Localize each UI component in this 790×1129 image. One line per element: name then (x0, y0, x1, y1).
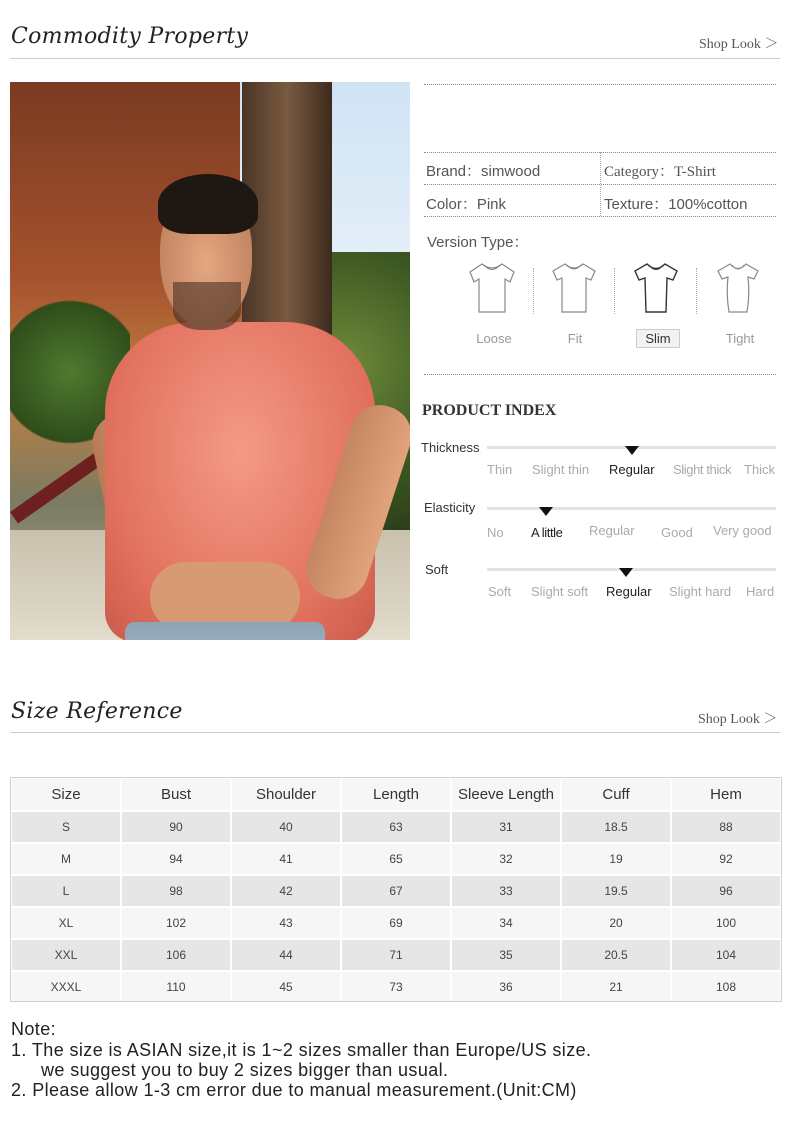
note-line-1b: we suggest you to buy 2 sizes bigger than usual. (41, 1060, 449, 1080)
note-line-1: 1. The size is ASIAN size,it is 1~2 sizes smaller than Europe/US size. (11, 1040, 592, 1060)
version-tight-label: Tight (725, 331, 755, 346)
table-cell: 36 (451, 971, 561, 1003)
table-cell: 31 (451, 811, 561, 843)
table-cell: 108 (671, 971, 781, 1003)
table-cell: 18.5 (561, 811, 671, 843)
table-row (11, 843, 781, 875)
elasticity-marker (539, 507, 553, 516)
table-cell: 65 (341, 843, 451, 875)
size-table (10, 777, 782, 1004)
table-cell: 106 (121, 939, 231, 971)
table-cell: XXXL (11, 971, 121, 1003)
table-cell: XXL (11, 939, 121, 971)
shop-look-link-size[interactable]: Shop Look ＞ (698, 712, 778, 727)
table-cell: 20.5 (561, 939, 671, 971)
header-cell: Shoulder (231, 778, 341, 811)
table-cell: 20 (561, 907, 671, 939)
table-cell: 110 (121, 971, 231, 1003)
thickness-level: Slight thick (673, 462, 732, 477)
table-cell: 63 (341, 811, 451, 843)
table-cell: 42 (231, 875, 341, 907)
product-index-title: PRODUCT INDEX (422, 402, 557, 419)
table-cell: 71 (341, 939, 451, 971)
version-slim-label: Slim (636, 329, 680, 348)
header-cell: Sleeve Length (451, 778, 561, 811)
elasticity-label: Elasticity (424, 500, 476, 515)
table-cell: 98 (121, 875, 231, 907)
table-cell: 104 (671, 939, 781, 971)
soft-marker (619, 568, 633, 577)
tshirt-fit-icon (548, 260, 600, 316)
table-row (11, 907, 781, 939)
header-cell: Hem (671, 778, 781, 811)
version-loose-label: Loose (476, 331, 512, 346)
table-cell: 19.5 (561, 875, 671, 907)
table-cell: 41 (231, 843, 341, 875)
header-cell: Size (11, 778, 121, 811)
soft-label: Soft (425, 562, 449, 577)
tshirt-slim-icon (630, 260, 682, 316)
table-cell: 34 (451, 907, 561, 939)
table-cell: 88 (671, 811, 781, 843)
soft-level: Slight hard (669, 584, 732, 599)
brand-value: Brand：simwood (426, 163, 541, 180)
soft-level: Regular (606, 584, 652, 599)
elasticity-track (487, 507, 776, 510)
thickness-level: Regular (609, 462, 655, 477)
texture-value: Texture：100%cotton (604, 196, 748, 213)
tshirt-tight-icon (712, 260, 764, 316)
version-fit-label: Fit (567, 331, 583, 346)
table-cell: 45 (231, 971, 341, 1003)
note-heading: Note: (11, 1019, 57, 1039)
color-value: Color：Pink (426, 196, 507, 213)
table-cell: 94 (121, 843, 231, 875)
product-photo (10, 82, 410, 640)
table-cell: 19 (561, 843, 671, 875)
table-cell: 102 (121, 907, 231, 939)
table-cell: S (11, 811, 121, 843)
thickness-level: Thin (487, 462, 513, 477)
table-cell: 21 (561, 971, 671, 1003)
table-cell: XL (11, 907, 121, 939)
table-cell: 33 (451, 875, 561, 907)
thickness-marker (625, 446, 639, 455)
header-cell: Bust (121, 778, 231, 811)
table-cell: 73 (341, 971, 451, 1003)
table-row (11, 811, 781, 843)
table-cell: 100 (671, 907, 781, 939)
category-value: Category：T-Shirt (604, 164, 716, 180)
version-type-label: Version Type： (427, 234, 529, 251)
header-divider (10, 58, 780, 59)
table-cell: 32 (451, 843, 561, 875)
table-cell: M (11, 843, 121, 875)
table-row (11, 875, 781, 907)
soft-level: Soft (488, 584, 512, 599)
soft-level: Hard (746, 584, 775, 599)
thickness-level: Slight thin (532, 462, 590, 477)
table-cell: 92 (671, 843, 781, 875)
elasticity-level: Very good (713, 523, 772, 538)
header-cell: Length (341, 778, 451, 811)
note-line-2: 2. Please allow 1-3 cm error due to manual measurement.(Unit:CM) (11, 1080, 577, 1100)
size-divider (10, 732, 780, 733)
commodity-property-title: Commodity Property (11, 24, 249, 49)
table-row (11, 971, 781, 1003)
elasticity-level: Regular (589, 523, 635, 538)
table-row (11, 939, 781, 971)
soft-level: Slight soft (531, 584, 589, 599)
elasticity-level: No (487, 525, 504, 540)
size-reference-title: Size Reference (11, 699, 183, 724)
thickness-label: Thickness (421, 440, 480, 455)
table-cell: 96 (671, 875, 781, 907)
size-table-header-row (11, 778, 781, 811)
table-cell: 90 (121, 811, 231, 843)
elasticity-level: A little (531, 525, 563, 540)
thickness-level: Thick (744, 462, 776, 477)
elasticity-level: Good (661, 525, 693, 540)
table-cell: 44 (231, 939, 341, 971)
table-cell: 69 (341, 907, 451, 939)
header-cell: Cuff (561, 778, 671, 811)
table-cell: L (11, 875, 121, 907)
table-cell: 40 (231, 811, 341, 843)
table-cell: 43 (231, 907, 341, 939)
tshirt-loose-icon (466, 260, 518, 316)
table-cell: 35 (451, 939, 561, 971)
table-cell: 67 (341, 875, 451, 907)
shop-look-link[interactable]: Shop Look ＞ (699, 37, 779, 52)
